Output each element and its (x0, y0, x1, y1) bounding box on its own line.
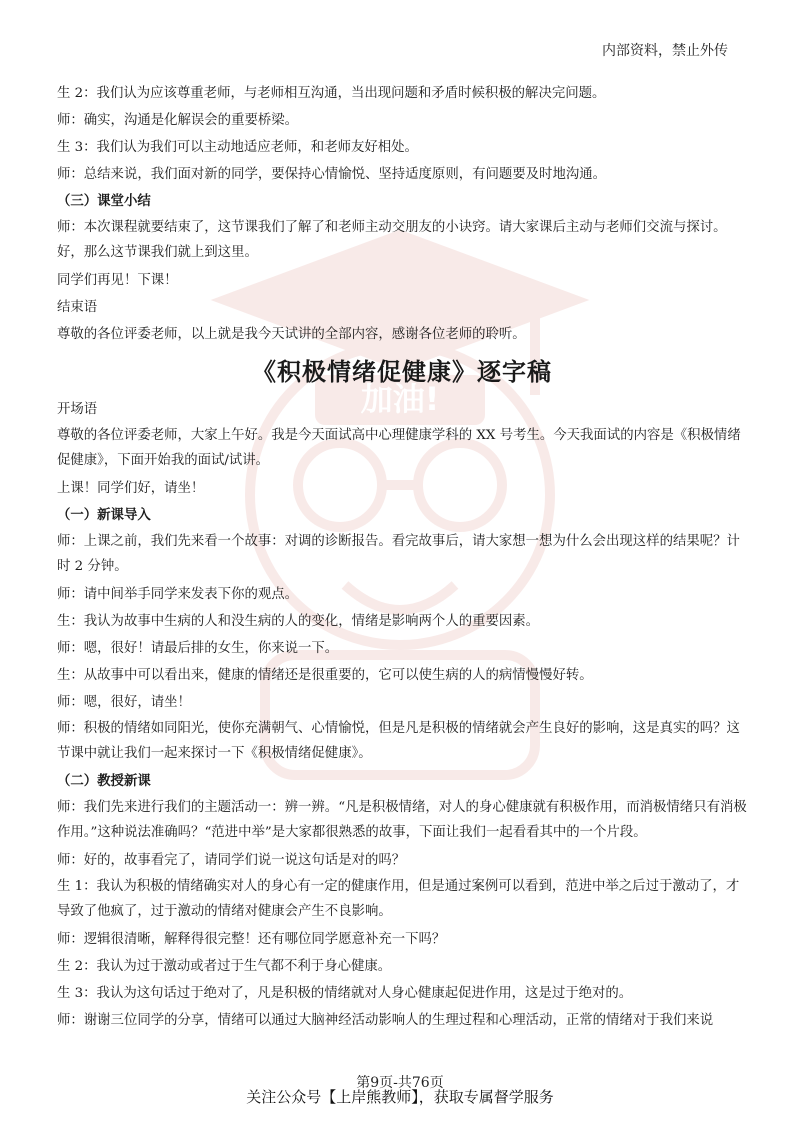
paragraph: 生：我认为故事中生病的人和没生病的人的变化，情绪是影响两个人的重要因素。 (57, 614, 540, 629)
paragraph: 师：确实，沟通是化解误会的重要桥梁。 (57, 113, 299, 128)
paragraph: 生 3：我们认为我们可以主动地适应老师，和老师友好相处。 (57, 140, 418, 155)
paragraph: 同学们再见！下课！ (57, 273, 178, 288)
paragraph: 师：总结来说，我们面对新的同学，要保持心情愉悦、坚持适度原则，有问题要及时地沟通。 (57, 167, 607, 182)
paragraph: 生 3：我认为这句话过于绝对了，凡是积极的情绪就对人身心健康起促进作用，这是过于绝对的。 (57, 986, 633, 1001)
previous-lesson-ending (57, 80, 747, 348)
document-title: 《积极情绪促健康》逐字稿 (252, 358, 552, 386)
paragraph: 尊敬的各位评委老师，以上就是我今天试讲的全部内容，感谢各位老师的聆听。 (57, 327, 526, 342)
section-heading: （二）教授新课 (57, 773, 151, 789)
page-number: 第9页-共76页 (356, 1075, 444, 1091)
paragraph: 生 2：我们认为应该尊重老师，与老师相互沟通，当出现问题和矛盾时候积极的解决完问题。 (57, 86, 606, 101)
paragraph: 师：上课之前，我们先来看一个故事：对调的诊断报告。看完故事后，请大家想一想为什么会出现这样的结果呢？计时 2 分钟。 (57, 534, 740, 574)
section-heading: （三）课堂小结 (57, 193, 151, 209)
paragraph: 上课！同学们好，请坐！ (57, 481, 205, 496)
paragraph: 生 1：我认为积极的情绪确实对人的身心有一定的健康作用，但是通过案例可以看到，范进中举之后过于激动了，才导致了他疯了，过于激动的情绪对健康会产生不良影响。 (57, 879, 740, 919)
paragraph: 师：嗯，很好，请坐！ (57, 695, 191, 710)
paragraph: 开场语 (57, 402, 98, 417)
document-body (57, 80, 747, 1034)
paragraph: 师：请中间举手同学来发表下你的观点。 (57, 587, 299, 602)
paragraph: 尊敬的各位评委老师，大家上午好。我是今天面试高中心理健康学科的 XX 号考生。今天我面试的内容是《积极情绪促健康》，下面开始我的面试/试讲。 (57, 428, 741, 468)
footer-promo: 关注公众号【上岸熊教师】，获取专属督学服务 (246, 1088, 554, 1106)
paragraph: 生 2：我认为过于激动或者过于生气都不利于身心健康。 (57, 959, 392, 974)
paragraph: 生：从故事中可以看出来，健康的情绪还是很重要的，它可以使生病的人的病情慢慢好转。 (57, 668, 593, 683)
lesson-transcript (57, 396, 747, 1034)
confidential-note: 内部资料，禁止外传 (602, 43, 728, 59)
paragraph: 结束语 (57, 300, 98, 315)
paragraph: 师：逻辑很清晰，解释得很完整！还有哪位同学愿意补充一下吗？ (57, 932, 446, 947)
paragraph: 师：我们先来进行我们的主题活动一：辨一辨。“凡是积极情绪，对人的身心健康就有积极作用，而消极情绪只有消极作用。”这种说法准确吗？“范进中举”是大家都很熟悉的故事，下面让我们一起看看其中的一个片段。 (57, 800, 747, 840)
paragraph: 师：好的，故事看完了，请同学们说一说这句话是对的吗？ (57, 853, 406, 868)
paragraph: 师：谢谢三位同学的分享，情绪可以通过大脑神经活动影响人的生理过程和心理活动，正常的情绪对于我们来说 (57, 1013, 714, 1028)
watermark-badge-text: 加油! (360, 380, 440, 418)
section-heading: （一）新课导入 (57, 507, 151, 523)
paragraph: 师：嗯，很好！请最后排的女生，你来说一下。 (57, 641, 339, 656)
paragraph: 师：本次课程就要结束了，这节课我们了解了和老师主动交朋友的小诀窍。请大家课后主动与老师们交流与探讨。好，那么这节课我们就上到这里。 (57, 220, 727, 260)
paragraph: 师：积极的情绪如同阳光，使你充满朝气、心情愉悦，但是凡是积极的情绪就会产生良好的影响，这是真实的吗？这节课中就让我们一起来探讨一下《积极情绪促健康》。 (57, 721, 740, 761)
